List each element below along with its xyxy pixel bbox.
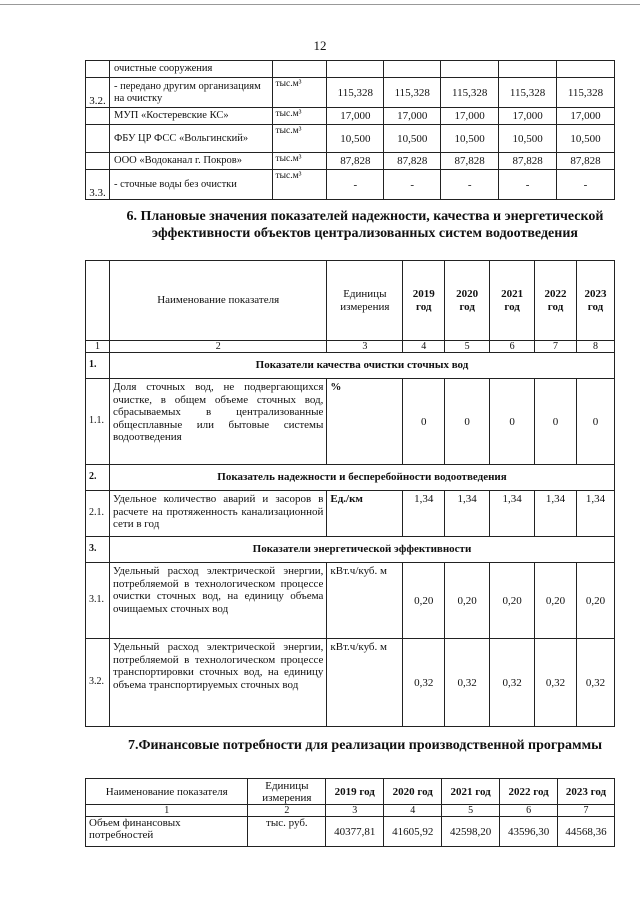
row-value [499,61,557,78]
section-number: 1. [86,353,110,379]
column-number: 8 [577,341,615,353]
row-label: ООО «Водоканал г. Покров» [109,153,272,170]
row-value: 87,828 [557,153,615,170]
page-number: 12 [313,38,327,53]
row-number: 2.1. [86,491,110,537]
section-header-row [86,465,615,491]
row-unit: кВт.ч/куб. м [327,563,403,639]
row-value: 115,328 [327,78,384,108]
row-unit: Ед./км [327,491,403,537]
row-value: 115,328 [557,78,615,108]
section-header-row [86,537,615,563]
row-value: 1,34 [490,491,535,537]
row-value: 0,32 [445,639,490,727]
indicators-table-body [86,353,615,727]
row-value [384,61,441,78]
row-value: 17,000 [327,108,384,125]
column-number: 5 [445,341,490,353]
row-value: 0,32 [577,639,615,727]
row-value: 0,20 [490,563,535,639]
table-row [86,379,615,465]
row-value: - [327,170,384,200]
table-row [86,61,615,78]
fin-header-year-2020: 2020 год [384,779,442,805]
fin-header-indicator-name: Наименование показателя [86,779,248,805]
row-value: 0,20 [577,563,615,639]
row-value: 0,32 [403,639,445,727]
table-row [86,639,615,727]
table-row [86,563,615,639]
row-label: очистные сооружения [109,61,272,78]
row-value: 115,328 [441,78,499,108]
row-value: 10,500 [384,125,441,153]
row-number: 3.1. [86,563,110,639]
row-value: - [441,170,499,200]
column-number: 3 [327,341,403,353]
column-number: 6 [500,805,558,817]
row-value: 87,828 [384,153,441,170]
column-number: 2 [109,341,326,353]
row-number: 1.1. [86,379,110,465]
row-value: 10,500 [557,125,615,153]
row-number [86,153,110,170]
header-indicator-name: Наименование показателя [109,261,326,341]
column-number: 7 [558,805,615,817]
row-value: - [499,170,557,200]
row-value: 1,34 [535,491,577,537]
row-unit: тыс.м³ [272,153,327,170]
row-label: МУП «Костеревские КС» [109,108,272,125]
table-row [86,108,615,125]
column-number: 4 [384,805,442,817]
row-value: 10,500 [499,125,557,153]
column-number: 1 [86,805,248,817]
row-number [86,125,110,153]
header-unit: Единицы измерения [327,261,403,341]
fin-header-year-2019: 2019 год [326,779,384,805]
fin-value-2021: 42598,20 [442,817,500,847]
column-number: 4 [403,341,445,353]
column-number: 6 [490,341,535,353]
fin-row-label: Объем финансовых потребностей [86,817,248,847]
section-6-title: 6. Плановые значения показателей надежности, качества и энергетической эффективности объектов централизованных систем водоотведения [126,209,604,241]
row-value: 87,828 [327,153,384,170]
table-row [86,125,615,153]
row-value: 0,32 [535,639,577,727]
fin-row-unit: тыс. руб. [248,817,326,847]
page-top-rule [0,4,640,5]
row-number: 3.2. [86,639,110,727]
row-value: 1,34 [445,491,490,537]
header-year-2020: 2020 год [445,261,490,341]
row-unit: % [327,379,403,465]
row-value: 0 [535,379,577,465]
row-value: 115,328 [384,78,441,108]
section-title: Показатели качества очистки сточных вод [109,353,614,379]
row-value: 87,828 [499,153,557,170]
fin-header-unit: Единицы измерения [248,779,326,805]
section-number: 2. [86,465,110,491]
row-value: 0,20 [403,563,445,639]
row-unit: тыс.м³ [272,125,327,153]
row-value: 1,34 [577,491,615,537]
row-value: 0 [490,379,535,465]
fin-column-numbers-row [86,805,615,817]
row-value: 0 [445,379,490,465]
row-label: Удельное количество аварий и засоров в расчете на протяженность канализационной сети в год [109,491,326,537]
fin-value-2020: 41605,92 [384,817,442,847]
header-year-2023: 2023 год [577,261,615,341]
header-num [86,261,110,341]
column-number: 3 [326,805,384,817]
row-value: 0,32 [490,639,535,727]
row-value: 0,20 [535,563,577,639]
row-value: 1,34 [403,491,445,537]
row-label: Удельный расход электрической энергии, потребляемой в технологическом процессе очистки сточных вод, на единицу объема очищаемых сточных вод [109,563,326,639]
row-value: 10,500 [327,125,384,153]
fin-value-2023: 44568,36 [558,817,615,847]
row-value: 115,328 [499,78,557,108]
row-unit: тыс.м³ [272,170,327,200]
column-numbers-row [86,341,615,353]
fin-value-2019: 40377,81 [326,817,384,847]
row-value [327,61,384,78]
column-number: 7 [535,341,577,353]
row-value: 17,000 [441,108,499,125]
row-value: 87,828 [441,153,499,170]
wastewater-volume-table [85,60,615,200]
row-value: 0,20 [445,563,490,639]
row-value: 17,000 [499,108,557,125]
wastewater-volume-table-body [86,61,615,200]
row-number [86,61,110,78]
section-header-row [86,353,615,379]
fin-header-year-2022: 2022 год [500,779,558,805]
row-value [441,61,499,78]
column-number: 5 [442,805,500,817]
header-year-2022: 2022 год [535,261,577,341]
fin-header-year-2023: 2023 год [558,779,615,805]
row-unit [272,61,327,78]
table-row [86,153,615,170]
row-label: - передано другим организациям на очистку [109,78,272,108]
row-value: 0 [577,379,615,465]
section-title: Показатель надежности и бесперебойности водоотведения [109,465,614,491]
section-title: Показатели энергетической эффективности [109,537,614,563]
fin-value-2022: 43596,30 [500,817,558,847]
row-label: Удельный расход электрической энергии, потребляемой в технологическом процессе транспортировки сточных вод, на единицу объема транспортируемых сточных вод [109,639,326,727]
row-number: 3.2. [86,78,110,108]
header-year-2021: 2021 год [490,261,535,341]
header-year-2019: 2019 год [403,261,445,341]
fin-header-year-2021: 2021 год [442,779,500,805]
column-number: 2 [248,805,326,817]
row-unit: тыс.м³ [272,108,327,125]
row-number: 3.3. [86,170,110,200]
row-value: - [384,170,441,200]
financial-needs-table [85,778,615,847]
fin-table-row [86,817,615,847]
table-row [86,491,615,537]
row-value: 17,000 [557,108,615,125]
row-value [557,61,615,78]
row-value: - [557,170,615,200]
row-number [86,108,110,125]
indicators-table [85,260,615,727]
table-row [86,78,615,108]
row-label: ФБУ ЦР ФСС «Вольгинский» [109,125,272,153]
row-unit: тыс.м³ [272,78,327,108]
row-label: Доля сточных вод, не подвергающихся очистке, в общем объеме сточных вод, сбрасываемых в централизованные общесплавные или бытовые системы водоотведения [109,379,326,465]
table-row [86,170,615,200]
section-number: 3. [86,537,110,563]
row-unit: кВт.ч/куб. м [327,639,403,727]
row-value: 10,500 [441,125,499,153]
section-7-title: 7.Финансовые потребности для реализации производственной программы [127,738,603,753]
row-value: 0 [403,379,445,465]
column-number: 1 [86,341,110,353]
row-label: - сточные воды без очистки [109,170,272,200]
row-value: 17,000 [384,108,441,125]
